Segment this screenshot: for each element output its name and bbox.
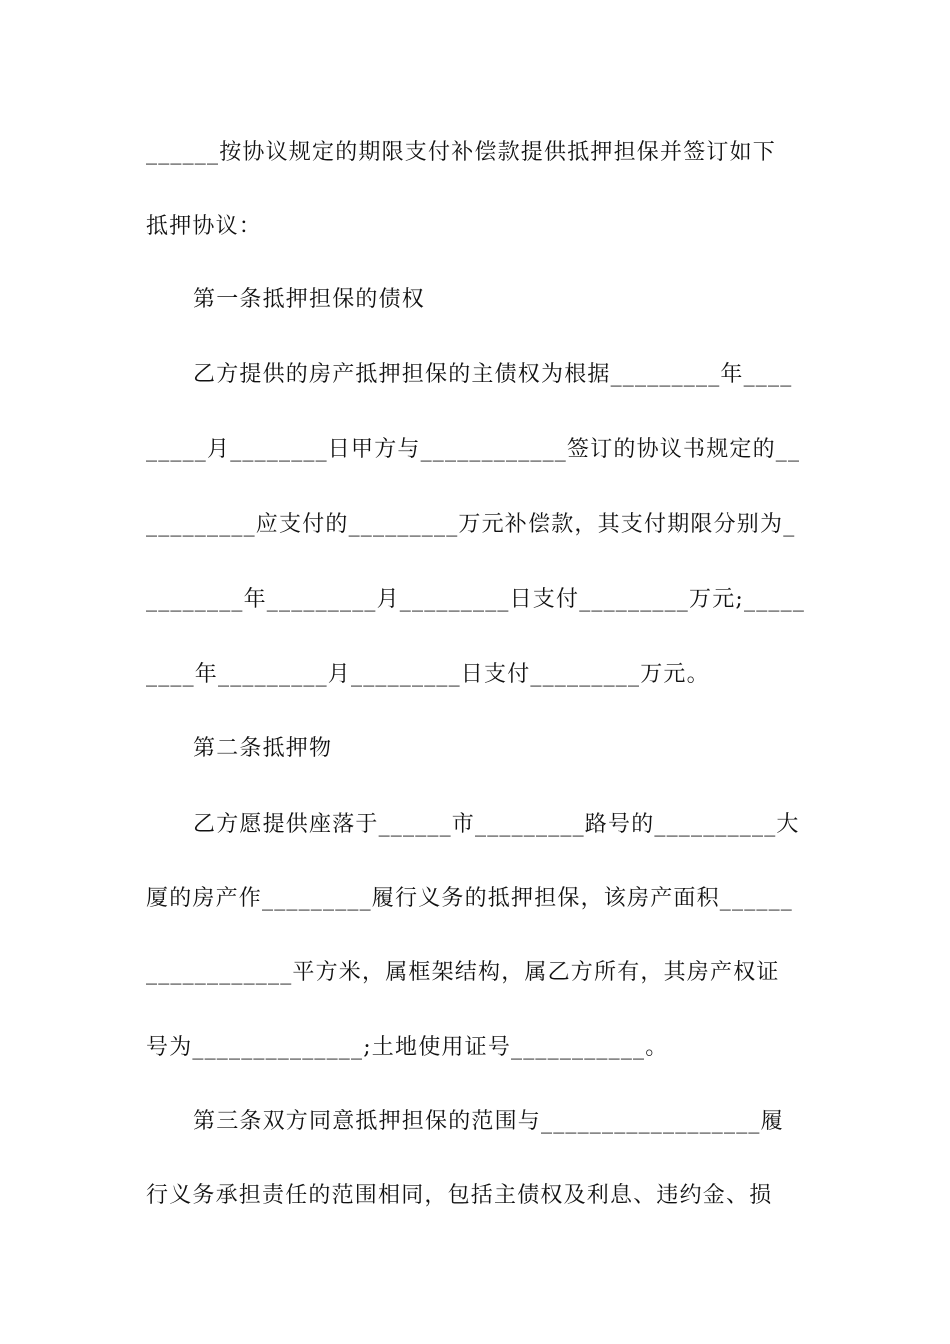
paragraph-line: 抵押协议： (146, 214, 263, 239)
paragraph-line: ____年_________月_________日支付_________万元。 (146, 662, 710, 687)
paragraph-line: ______按协议规定的期限支付补偿款提供抵押担保并签订如下 (146, 140, 777, 165)
article-heading: 第一条抵押担保的债权 (193, 287, 426, 312)
article-heading: 第二条抵押物 (193, 736, 333, 761)
paragraph-line: 乙方愿提供座落于______市_________路号的__________大 (193, 812, 800, 837)
paragraph-line: _________应支付的_________万元补偿款，其支付期限分别为_ (146, 512, 796, 537)
paragraph-line: 行义务承担责任的范围相同，包括主债权及利息、违约金、损 (146, 1183, 773, 1208)
paragraph-line: 乙方提供的房产抵押担保的主债权为根据_________年____ (193, 362, 793, 387)
paragraph-line: 第三条双方同意抵押担保的范围与__________________履 (193, 1109, 784, 1134)
paragraph-line: ________年_________月_________日支付_________万元;_____ (146, 587, 806, 612)
paragraph-line: 号为______________;土地使用证号___________。 (146, 1035, 669, 1060)
paragraph-line: _____月________日甲方与____________签订的协议书规定的__ (146, 437, 801, 462)
paragraph-line: 厦的房产作_________履行义务的抵押担保，该房产面积______ (146, 886, 794, 911)
paragraph-line: ____________平方米，属框架结构，属乙方所有，其房产权证 (146, 960, 780, 985)
